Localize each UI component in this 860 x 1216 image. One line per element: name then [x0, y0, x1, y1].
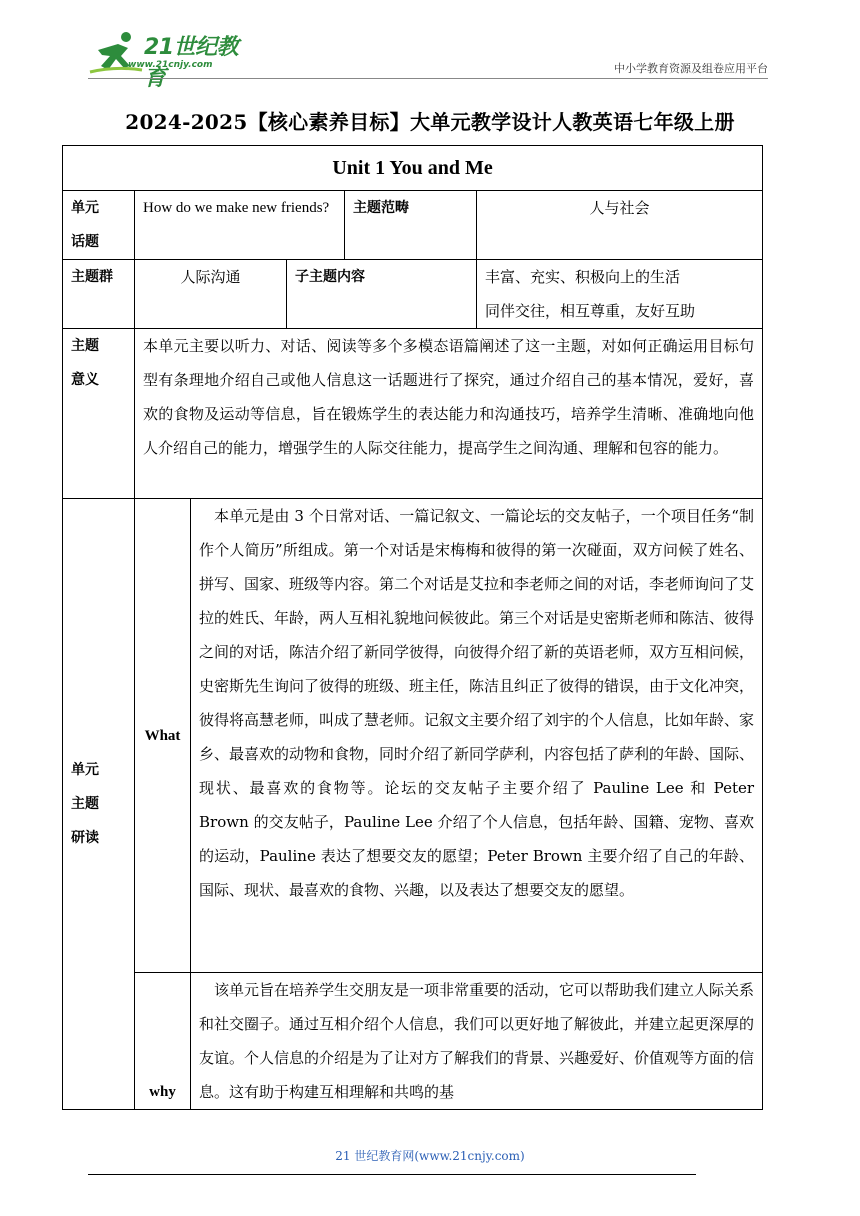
group-label: 主题群	[63, 260, 135, 329]
unit-title: Unit 1 You and Me	[63, 146, 763, 191]
site-logo	[88, 30, 258, 91]
what-label: What	[135, 499, 191, 973]
meaning-text: 本单元主要以听力、对话、阅读等多个多模态语篇阐述了这一主题，对如何正确运用目标句型有条理地介绍自己或他人信息这一话题进行了探究，通过介绍自己的基本情况，爱好，喜欢的食物及运动等信息，旨在锻炼学生的表达能力和沟通技巧，培养学生清晰、准确地向他人介绍自己的能力，增强学生的人际交往能力，提高学生之间沟通、理解和包容的能力。	[135, 329, 763, 499]
subtopic-value	[477, 260, 763, 329]
subtopic-line-1: 丰富、充实、积极向上的生活	[485, 268, 681, 286]
logo-text: 21世纪教育	[144, 35, 239, 91]
why-label: why	[135, 973, 191, 1110]
topic-label: 单元 话题	[63, 191, 135, 260]
topic-value: How do we make new friends?	[135, 191, 345, 260]
logo-url: www.21cnjy.com	[128, 60, 213, 70]
header-divider	[88, 78, 768, 79]
design-table	[62, 145, 762, 1110]
subtopic-label: 子主题内容	[287, 260, 477, 329]
meaning-label: 主题 意义	[63, 329, 135, 499]
what-text: 本单元是由 3 个日常对话、一篇记叙文、一篇论坛的交友帖子，一个项目任务“制作个人简历”所组成。第一个对话是宋梅梅和彼得的第一次碰面，双方问候了姓名、拼写、国家、班级等内容。第二个对话是艾拉和李老师之间的对话，李老师询问了艾拉的姓氏、年龄，两人互相礼貌地问候彼此。第三个对话是史密斯老师和陈洁、彼得之间的对话，陈洁介绍了新同学彼得，向彼得介绍了新的英语老师，双方互相问候，史密斯先生询问了彼得的班级、班主任，陈洁且纠正了彼得的错误，由于文化冲突，彼得将高慧老师，叫成了慧老师。记叙文主要介绍了刘宇的个人信息，比如年龄、家乡、最喜欢的动物和食物，同时介绍了新同学萨利，内容包括了萨利的年龄、国际、现状、最喜欢的食物等。论坛的交友帖子主要介绍了 Pauline Lee 和 Peter Brown 的交友帖子，Pauline Lee 介绍了个人信息，包括年龄、国籍、宠物、喜欢的运动，Pauline 表达了想要交友的愿望；Peter Brown 主要介绍了自己的年龄、国际、现状、最喜欢的食物、兴趣，以及表达了想要交友的愿望。	[191, 499, 763, 973]
category-value: 人与社会	[477, 191, 763, 260]
study-label: 单元 主题 研读	[63, 499, 135, 1110]
group-value: 人际沟通	[135, 260, 287, 329]
category-label: 主题范畴	[345, 191, 477, 260]
page-header	[88, 30, 768, 91]
footer-link[interactable]: 21 世纪教育网(www.21cnjy.com)	[335, 1149, 525, 1163]
document-title: 2024-2025【核心素养目标】大单元教学设计人教英语七年级上册	[125, 110, 735, 134]
platform-label: 中小学教育资源及组卷应用平台	[614, 62, 768, 75]
why-text: 该单元旨在培养学生交朋友是一项非常重要的活动，它可以帮助我们建立人际关系和社交圈子。通过互相介绍个人信息，我们可以更好地了解彼此，并建立起更深厚的友谊。个人信息的介绍是为了让对方了解我们的背景、兴趣爱好、价值观等方面的信息。这有助于构建互相理解和共鸣的基	[191, 973, 763, 1110]
subtopic-line-2: 同伴交往，相互尊重，友好互助	[485, 302, 696, 320]
footer-divider	[88, 1174, 696, 1175]
